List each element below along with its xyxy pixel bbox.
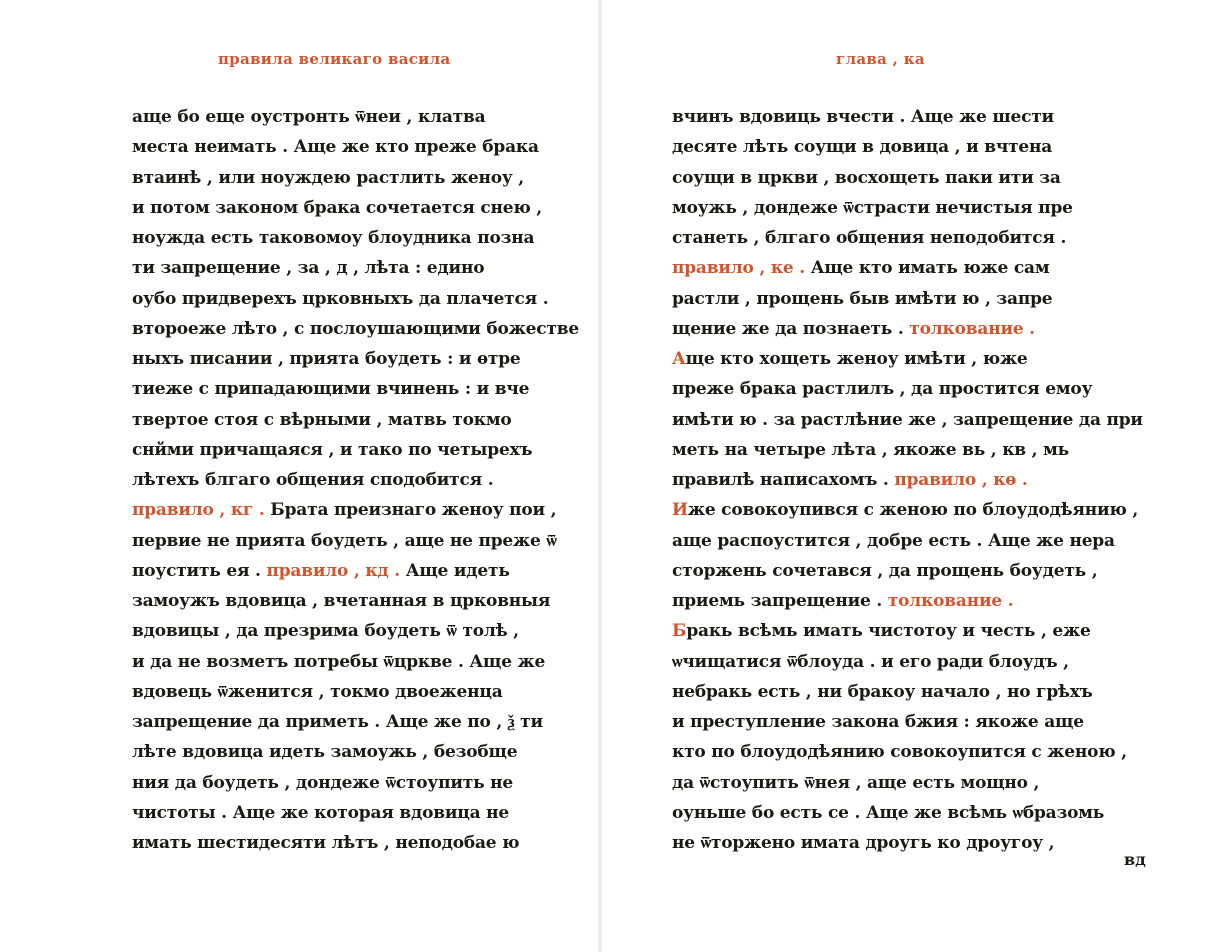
right-text-line [672,223,1092,253]
right-text-block [672,102,1143,858]
left-text-line [132,798,550,828]
right-page [602,0,1224,952]
rubric-text: толкование . [909,318,1035,339]
right-text-line [672,435,1092,465]
left-text-line [132,374,550,404]
left-text-line [132,616,550,646]
right-text-line [672,374,1092,404]
body-text: оубо придверехъ црковныхъ да плачется . [132,288,549,309]
body-text: ния да боудеть , дондеже ѿстоупить не [132,772,514,793]
body-text: втаинѣ , или ноуждею растлить женоу , [132,167,525,188]
body-text: растли , прощень быв имѣти ю , запре [672,288,1053,309]
right-text-line [672,828,1092,858]
left-text-line [132,737,550,767]
page-folio-number: вд [1124,850,1146,869]
left-text-line [132,284,550,314]
body-text: имать шестидесяти лѣтъ , неподобае ю [132,833,520,853]
body-text: щение же да познаеть . [672,318,910,339]
rubric-text: правило , кѳ . [894,470,1028,490]
rubric-text: правило , кд . [266,560,406,581]
left-text-line [132,435,550,465]
left-running-header: правила великаго васила [218,50,451,68]
right-text-line [672,677,1092,707]
body-text: лѣте вдовица идеть замоужь , безобще [132,742,518,763]
left-text-line [132,163,550,193]
body-text: твертое стоя с вѣрными , матвь токмо [132,409,512,430]
body-text: замоужъ вдовица , вчетанная в црковныя [132,591,551,611]
body-text: десяте лѣть соущи в довица , и вчтена [672,137,1053,158]
left-text-line [132,647,550,677]
left-text-line [132,344,550,374]
left-text-line [132,465,550,495]
right-text-line [672,495,1139,525]
body-text: имѣти ю . за растлѣние же , запрещение да при [672,409,1143,430]
right-text-line [672,132,1092,162]
left-page [0,0,598,952]
rubric-text: правило , кг . [132,500,271,521]
right-text-line [672,193,1092,223]
left-text-line [132,526,557,556]
body-text: вчинъ вдовиць вчести . Аще же шести [672,107,1054,127]
body-text: ѡчищатися ѿблоуда . и его ради блоудъ , [672,651,1069,672]
body-text: ще кто хощеть женоу имѣти , юже [685,349,1028,369]
right-text-line [672,798,1105,828]
right-text-line [672,465,1092,495]
left-text-line [132,253,550,283]
body-text: моужь , дондеже ѿстрасти нечистыя пре [672,197,1073,218]
left-text-line [132,405,550,435]
left-text-line [132,102,550,132]
body-text: тиеже с припадающими вчинень : и вче [132,379,530,400]
body-text: ныхъ писании , прията боудеть : и ѳтре [132,349,521,369]
body-text: Аще идеть [405,560,510,581]
body-text: правилѣ написахомъ . [672,470,895,490]
left-text-line [132,828,550,858]
right-text-line [672,284,1092,314]
right-text-line [672,344,1092,374]
body-text: меть на четыре лѣта , якоже вь , кв , мь [672,439,1069,460]
body-text: запрещение да приметь . Аще же по , ѯ ти [132,712,543,732]
left-text-line [132,677,550,707]
right-text-line [672,586,1092,616]
body-text: ноужда есть таковомоу блоудника позна [132,228,535,248]
rubric-text: Б [672,621,687,642]
right-text-line [672,405,1143,435]
body-text: чистоты . Аще же которая вдовица не [132,802,510,823]
right-text-line [672,647,1092,677]
right-text-line [672,314,1092,344]
body-text: снйми причащаяся , и тако по четырехъ [132,439,533,460]
body-text: места неимать . Аще же кто преже брака [132,137,539,158]
right-text-line [672,616,1092,646]
left-text-block [132,102,579,858]
body-text: приемь запрещение . [672,591,888,611]
left-text-line [132,223,550,253]
rubric-text: А [672,349,686,369]
left-text-line [132,193,550,223]
right-text-line [672,556,1098,586]
body-text: ракь всѣмь имать чистотоу и честь , еже [686,621,1091,642]
body-text: небракь есть , ни бракоу начало , но грѣхъ [672,681,1093,702]
right-text-line [672,163,1092,193]
left-text-line [132,495,557,525]
right-text-line [672,253,1092,283]
body-text: лѣтехъ блгаго общения сподобится . [132,470,494,490]
rubric-text: правило , ке . [672,258,811,279]
body-text: и преступление закона бжия : якоже аще [672,712,1084,732]
body-text: и потом законом брака сочетается снею , [132,197,543,218]
rubric-text: И [672,500,688,521]
left-text-line [132,586,550,616]
body-text: второеже лѣто , с послоушающими божестве [132,318,579,339]
body-text: да ѿстоупить ѿнея , аще есть мощно , [672,772,1040,793]
right-text-line [672,102,1092,132]
rubric-text: толкование . [887,591,1014,611]
body-text: же совокоупився с женою по блоудодѣянию , [687,500,1139,521]
body-text: оуньше бо есть се . Аще же всѣмь ѡбразомь [672,802,1105,823]
body-text: и да не возметъ потребы ѿцркве . Аще же [132,651,546,672]
body-text: поустить ея . [132,560,267,581]
body-text: аще бо еще оустронть ѿнеи , клатва [132,107,486,127]
body-text: аще распоустится , добре есть . Аще же нера [672,530,1115,551]
left-text-line [132,314,579,344]
body-text: вдовицы , да презрима боудеть ѿ толѣ , [132,621,519,642]
body-text: кто по блоудодѣянию совокоупится с женою , [672,742,1127,763]
right-text-line [672,768,1092,798]
left-text-line [132,556,550,586]
right-running-header: глава , ка [836,50,925,68]
body-text: вдовець ѿженится , токмо двоеженца [132,681,503,702]
right-text-line [672,737,1127,767]
body-text: Аще кто имать юже сам [810,258,1050,279]
right-text-line [672,526,1115,556]
left-text-line [132,768,550,798]
left-text-line [132,132,550,162]
body-text: не ѿторжено имата дроугь ко дроугоу , [672,833,1055,853]
body-text: преже брака растлилъ , да простится емоу [672,379,1093,400]
body-text: первие не прията боудеть , аще не преже ѿ [132,530,557,551]
body-text: сторжень сочетався , да прощень боудеть , [672,560,1098,581]
left-text-line [132,707,550,737]
body-text: Брата преизнаго женоу пои , [270,500,557,521]
body-text: станеть , блгаго общения неподобится . [672,228,1067,248]
body-text: соущи в цркви , восхощеть паки ити за [672,167,1061,188]
right-text-line [672,707,1092,737]
body-text: ти запрещение , за , д , лѣта : едино [132,258,485,279]
